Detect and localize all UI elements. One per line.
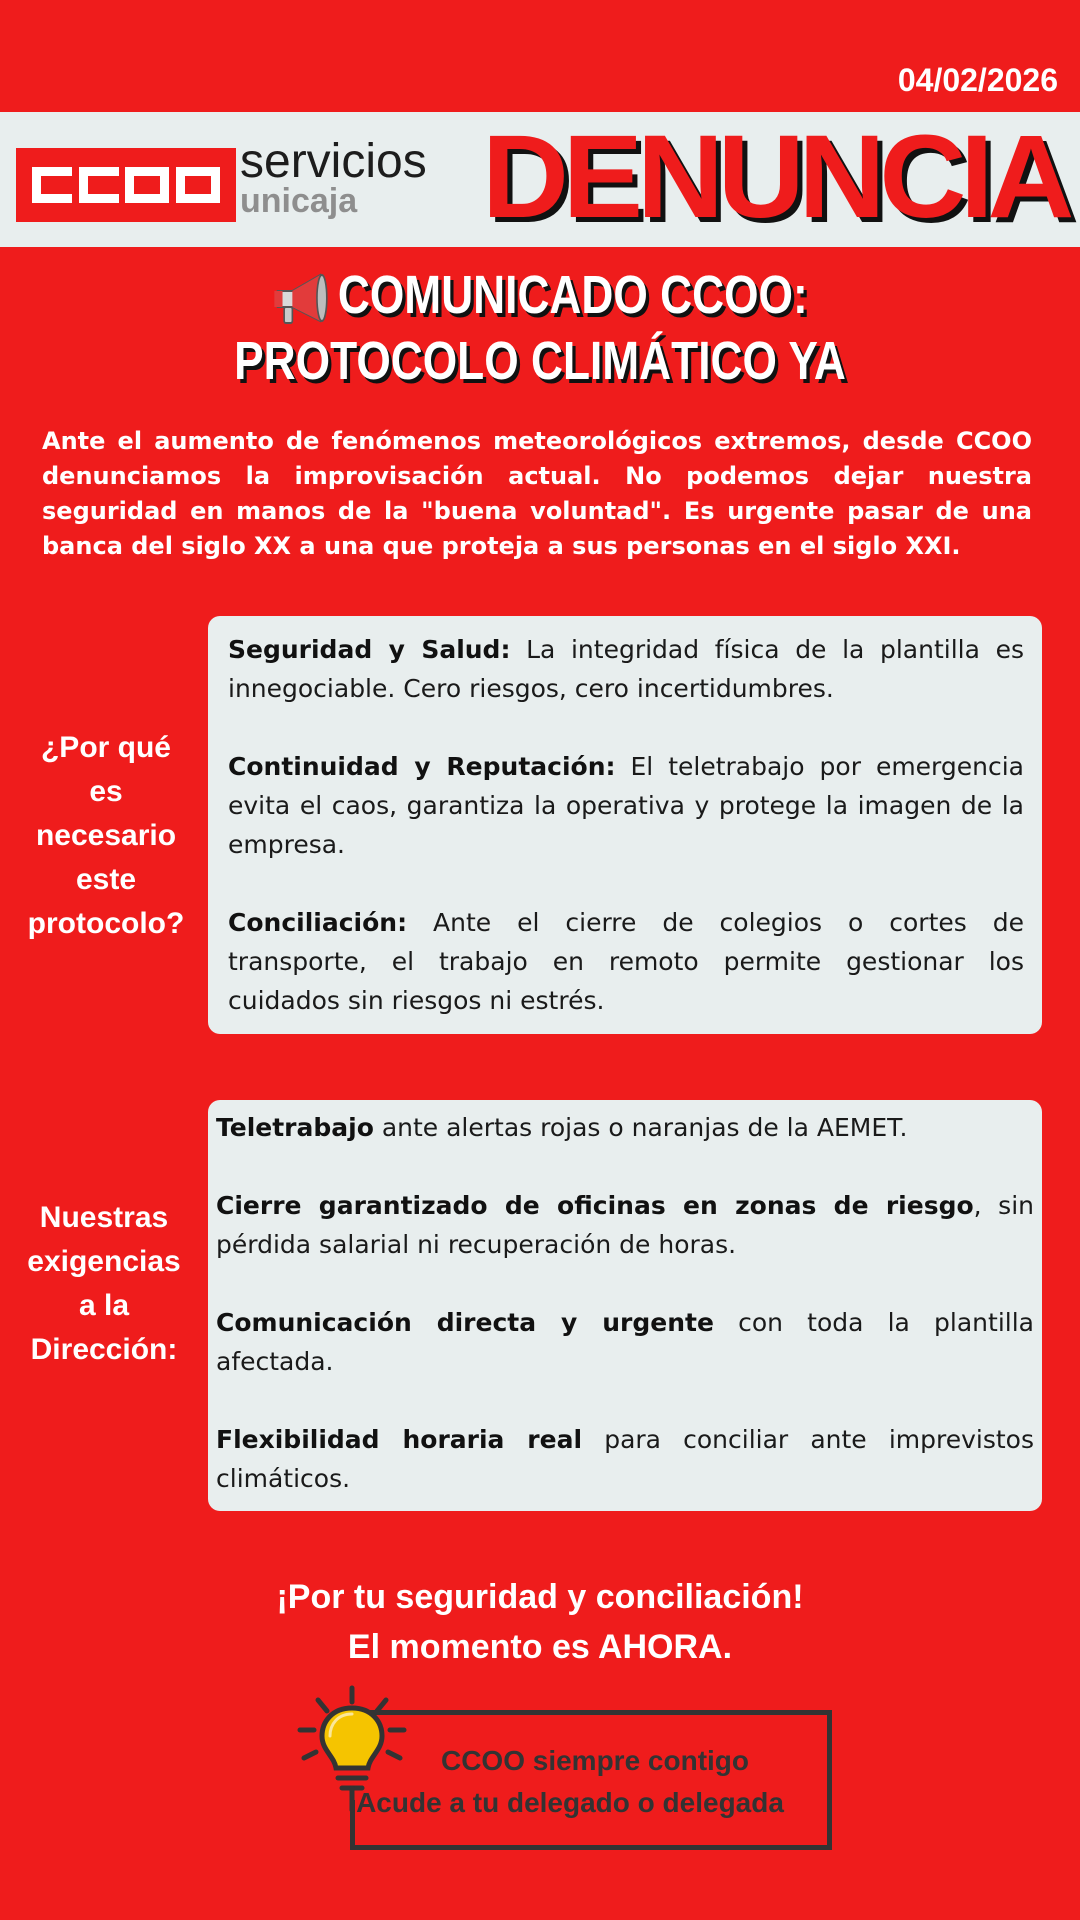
brand-servicios: servicios (240, 135, 427, 188)
demands-label-line: Nuestras (39, 1201, 169, 1234)
headline-denuncia: DENUNCIA (482, 111, 1069, 243)
demand-item (216, 1186, 1034, 1264)
brand-unicaja: unicaja (240, 182, 358, 220)
demand-item-text: para conciliar ante imprevistos climáticos. (216, 1425, 1035, 1493)
demand-item-title: Flexibilidad horaria real (216, 1425, 583, 1454)
why-item-text: Ante el cierre de colegios o cortes de transporte, el trabajo en remoto permite gestionar los cuidados sin riesgos ni estrés. (228, 908, 1024, 1015)
demand-item-text: con toda la plantilla afectada. (216, 1308, 1034, 1376)
logo-letter-c2 (79, 167, 119, 203)
demand-item-title: Comunicación directa y urgente (216, 1308, 714, 1337)
demand-item-title: Teletrabajo (216, 1113, 374, 1142)
intro-paragraph: Ante el aumento de fenómenos meteorológicos extremos, desde CCOO denunciamos la improvisación actual. No podemos dejar nuestra seguridad en manos de la "buena voluntad". Es urgente pasar de una banca del siglo XX a una que proteja a sus personas en el siglo XXI. (42, 427, 1032, 560)
page-title (97, 262, 983, 394)
demands-label-line: Dirección: (30, 1333, 178, 1366)
cta-line-1: ¡Por tu seguridad y conciliación! (276, 1578, 804, 1616)
title-line-2: PROTOCOLO CLIMÁTICO YA (234, 331, 846, 391)
why-item-text: El teletrabajo por emergencia evita el caos, garantiza la operativa y protege la imagen de la empresa. (228, 752, 1025, 859)
why-label-line: protocolo? (27, 907, 185, 940)
demand-item (216, 1420, 1034, 1498)
cta-line-2: El momento es AHORA. (347, 1628, 733, 1666)
logo-letter-o2 (176, 167, 220, 203)
why-item-title: Seguridad y Salud: (228, 635, 511, 664)
date: 04/02/2026 (897, 62, 1058, 98)
demand-item-text: , sin pérdida salarial ni recuperación de horas. (216, 1191, 1034, 1259)
why-item (228, 747, 1024, 864)
call-to-action (0, 1572, 1080, 1672)
why-card (208, 616, 1042, 1034)
why-label-line: ¿Por qué (40, 731, 171, 764)
footer-text (356, 1740, 830, 1824)
megaphone-icon (272, 271, 331, 327)
demands-label-line: a la (78, 1289, 130, 1322)
header-band (0, 112, 1080, 247)
demand-item-title: Cierre garantizado de oficinas en zonas de riesgo (216, 1191, 974, 1220)
demand-item-text: ante alertas rojas o naranjas de la AEMET. (373, 1113, 908, 1142)
title-text-1: COMUNICADO CCOO: (337, 265, 808, 325)
demand-item (216, 1303, 1034, 1381)
why-item-title: Conciliación: (228, 908, 408, 937)
demands-card (208, 1100, 1042, 1511)
why-label-line: necesario (35, 819, 177, 852)
logo-letter-o1 (125, 167, 169, 203)
why-label (18, 726, 194, 946)
why-item-title: Continuidad y Reputación: (228, 752, 616, 781)
why-item (228, 903, 1024, 1020)
footer-line-2: Acude a tu delegado o delegada (356, 1787, 784, 1818)
logo-letter-c1 (32, 167, 72, 203)
ccoo-logo (16, 148, 236, 222)
why-item (228, 630, 1024, 708)
title-line-1 (97, 262, 983, 328)
demands-label-line: exigencias (27, 1245, 181, 1278)
footer-line-1: CCOO siempre contigo (440, 1745, 750, 1776)
demands-label (14, 1196, 194, 1372)
why-item-text: La integridad física de la plantilla es innegociable. Cero riesgos, cero incertidumbres. (228, 635, 1024, 703)
demand-item (216, 1108, 1034, 1147)
why-label-line: es (89, 775, 123, 808)
why-label-line: este (75, 863, 137, 896)
